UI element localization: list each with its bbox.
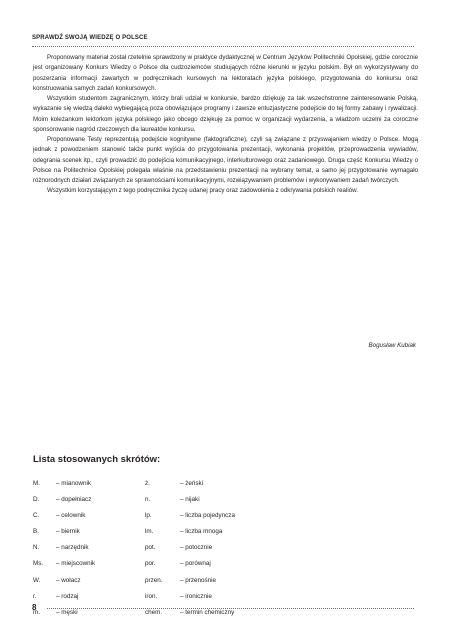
body-text — [33, 53, 418, 197]
footer-divider — [47, 608, 414, 609]
abbreviation: pot. — [145, 544, 156, 552]
page-number: 8 — [32, 603, 37, 612]
abbreviation-row — [33, 528, 333, 544]
abbreviation: B. — [33, 528, 39, 536]
paragraph: Wszystkim studentom zagranicznym, którzy brali udział w konkursie, bardzo dziękuję za tak wszechstronne zainteresowanie Polską, wykazanie się wiedzą daleko wybiegającą poza obowiązujące programy i zawsze entuzjastyczne podejście do tej formy zabawy i rywalizacji. Moim koleżankom lektorkom języka polskiego jako obcego dziękuję za pomoc w organizacji wydarzenia, a władzom uczelni za coroczne sponsorowanie nagród rzeczowych dla laureatów konkursu. — [33, 95, 418, 133]
abbreviation-row — [33, 480, 333, 496]
abbreviations-heading: Lista stosowanych skrótów: — [33, 454, 161, 465]
author-signature: Bogusław Kubiak — [368, 342, 416, 349]
abbreviation-meaning: – porównaj — [180, 560, 211, 568]
abbreviation-meaning: – ironicznie — [180, 592, 212, 600]
abbreviation: iron. — [145, 592, 158, 600]
abbreviation-row — [33, 577, 333, 593]
abbreviation: Ms. — [33, 560, 44, 568]
abbreviation: C. — [33, 512, 40, 520]
abbreviation: przen. — [145, 576, 163, 584]
paragraph: Proponowany materiał został rzetelnie sprawdzony w praktyce dydaktycznej w Centrum Języków Politechniki Opolskiej, gdzie corocznie jest organizowany Konkurs Wiedzy o Polsce dla cudzoziemców studiujących różne kierunki w języku polskim. Był on wykorzystywany do poszerzania informacji zawartych w podręcznikach kursowych na lektoratach języka polskiego, przygotowania do konkursu oraz konstruowania samych zadań konkursowych. — [33, 54, 418, 92]
abbreviation-meaning: – liczba mnoga — [180, 528, 223, 536]
abbreviation-meaning: – przenośnie — [180, 576, 217, 584]
paragraph: Proponowane Testy reprezentują podejście kognitywne (faktograficzne), czyli są związane z przyswajaniem wiedzy o Polsce. Mogą jednak z powodzeniem stanowić także punkt wyjścia do przygotowania prezentacji, wykonania projektów, przeprowadzenia wywiadów, odegrania scenek itp., czyli prowadzić do podejścia komunikacyjnego, interkulturowego oraz zadaniowego. Druga część Konkursu Wiedzy o Polsce na Politechnice Opolskiej polegała właśnie na przedstawieniu prezentacji na wybrany temat, a samo jej przygotowanie wymagało różnorodnych działań związanych ze sprawnościami komunikacyjnymi, rozwiązywaniem problemów i wykonywaniem zadań twórczych. — [33, 136, 418, 184]
abbreviation-meaning: – celownik — [56, 512, 86, 520]
abbreviation-row — [33, 544, 333, 560]
abbreviation-meaning: – wołacz — [56, 576, 81, 584]
abbreviation: r. — [33, 592, 37, 600]
running-header: SPRAWDŹ SWOJĄ WIEDZĘ O POLSCE — [32, 35, 148, 41]
abbreviation-meaning: – potocznie — [180, 544, 213, 552]
abbreviation: N. — [33, 544, 40, 552]
abbreviation-row — [33, 512, 333, 528]
abbreviations-table — [33, 480, 333, 625]
abbreviation-meaning: – męski — [56, 608, 78, 616]
abbreviation-meaning: – termin chemiczny — [180, 608, 235, 616]
paragraph: Wszystkim korzystającym z tego podręcznika życzę udanej pracy oraz zadowolenia z odkrywania polskich realiów. — [47, 187, 358, 195]
abbreviation-row — [33, 560, 333, 576]
abbreviation-meaning: – miejscownik — [56, 560, 96, 568]
abbreviation-meaning: – rodzaj — [56, 592, 79, 600]
abbreviation-row — [33, 593, 333, 609]
abbreviation-row — [33, 609, 333, 625]
abbreviation: chem. — [145, 608, 163, 616]
abbreviation-meaning: – dopełniacz — [56, 496, 92, 504]
abbreviation-meaning: – liczba pojedyncza — [180, 512, 235, 520]
abbreviation-meaning: – mianownik — [56, 480, 91, 487]
abbreviation: W. — [33, 576, 41, 584]
abbreviation: m. — [33, 608, 40, 616]
abbreviation-meaning: – biernik — [56, 528, 80, 536]
abbreviation: M. — [33, 480, 40, 487]
abbreviation-meaning: – nijaki — [180, 496, 200, 504]
header-divider — [32, 46, 414, 47]
abbreviation-row — [33, 496, 333, 512]
abbreviation: ż. — [145, 480, 150, 487]
abbreviation: n. — [145, 496, 151, 504]
abbreviation: lp. — [145, 512, 152, 520]
abbreviation: por. — [145, 560, 156, 568]
abbreviation-meaning: – żeński — [180, 480, 204, 487]
abbreviation: lm. — [145, 528, 154, 536]
abbreviation: D. — [33, 496, 40, 504]
abbreviation-meaning: – narzędnik — [56, 544, 89, 552]
